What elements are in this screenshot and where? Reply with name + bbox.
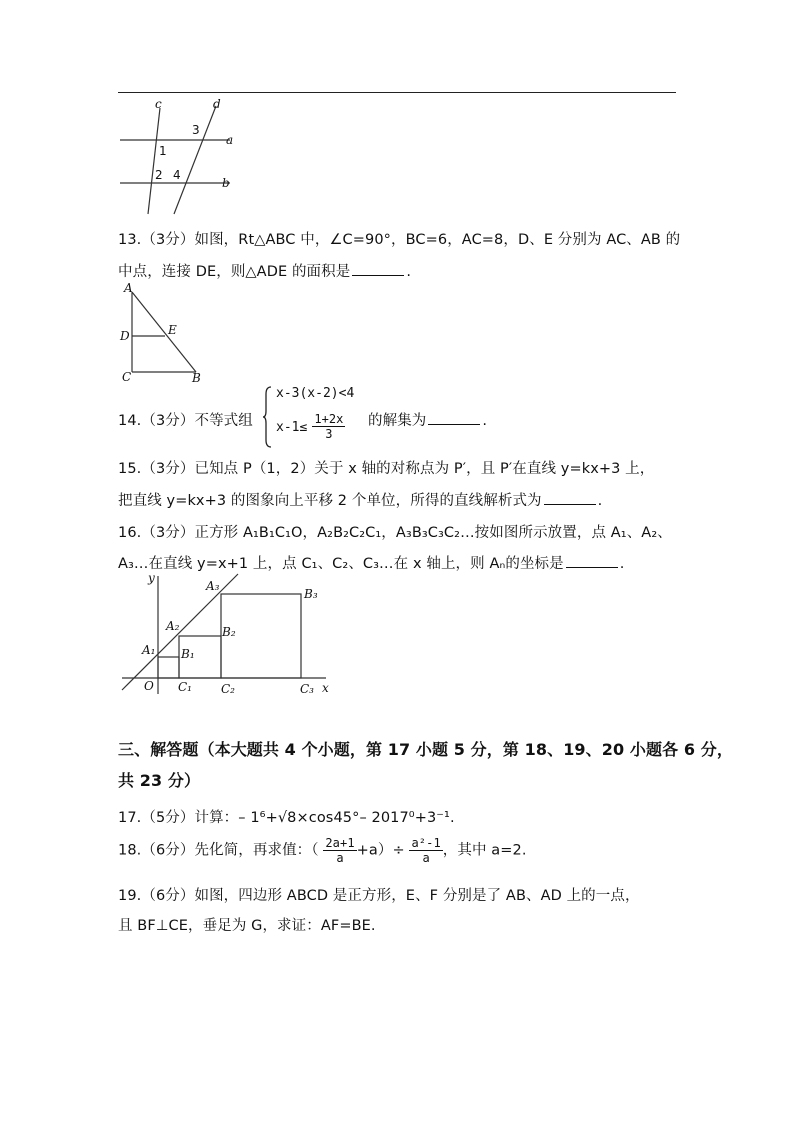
label-A1: A₁	[142, 643, 156, 657]
frac-num: 1+2x	[314, 412, 344, 426]
label-C1: C₁	[178, 680, 192, 694]
q15-end: .	[597, 493, 603, 509]
label-O: O	[144, 679, 154, 693]
fraction-2	[409, 836, 442, 865]
label-B2: B₂	[222, 625, 236, 639]
answer-blank	[428, 410, 480, 425]
frac1-den: a	[336, 851, 344, 865]
q14-end: .	[482, 413, 488, 429]
q15-text: 把直线 y=kx+3 的图象向上平移 2 个单位，所得的直线解析式为	[118, 493, 542, 509]
frac2-den: a	[422, 851, 430, 865]
q14-suffix	[368, 409, 487, 430]
q13-end: .	[406, 264, 412, 280]
q16-text: A₃…在直线 y=x+1 上，点 C₁、C₂、C₃…在 x 轴上，则 Aₙ的坐标是	[118, 556, 564, 572]
ineq2-left: x-1≤	[276, 420, 308, 435]
header-rule	[118, 92, 676, 93]
angle-2: 2	[155, 168, 163, 182]
parallel-lines-figure	[118, 96, 248, 216]
label-E: E	[168, 323, 177, 337]
label-A: A	[124, 282, 133, 295]
q19-line1: 19.（6分）如图，四边形 ABCD 是正方形，E、F 分别是了 AB、AD 上的一点，	[118, 888, 640, 904]
label-D: D	[120, 329, 130, 343]
q14-prefix: 14.（3分）不等式组	[118, 413, 253, 429]
section-heading-line1: 三、解答题（本大题共 4 个小题，第 17 小题 5 分，第 18、19、20 小题各 6 分，	[118, 740, 733, 759]
q16-line1: 16.（3分）正方形 A₁B₁C₁O，A₂B₂C₂C₁，A₃B₃C₃C₂…按如图所示放置，点 A₁、A₂、	[118, 525, 672, 541]
answer-blank	[352, 261, 404, 276]
label-b: b	[222, 176, 230, 190]
squares-figure	[118, 570, 338, 700]
label-B3: B₃	[304, 587, 318, 601]
label-C: C	[122, 370, 132, 384]
label-C3: C₃	[300, 682, 314, 696]
frac1-num: 2a+1	[325, 836, 355, 850]
answer-blank	[544, 490, 596, 505]
q13-line1: 13.（3分）如图，Rt△ABC 中，∠C=90°，BC=6，AC=8，D、E 分别为 AC、AB 的	[118, 232, 681, 248]
label-A2: A₂	[166, 619, 180, 633]
q15-line1: 15.（3分）已知点 P（1，2）关于 x 轴的对称点为 P′，且 P′在直线 y=kx+3 上，	[118, 461, 655, 477]
q14-suffix-text: 的解集为	[368, 413, 427, 429]
q18-prefix: 18.（6分）先化简，再求值：（	[118, 842, 319, 859]
inequality-2	[276, 412, 345, 441]
q18	[118, 836, 527, 865]
q17: 17.（5分）计算：– 1⁶+√8×cos45°– 2017⁰+3⁻¹.	[118, 810, 455, 826]
angle-4: 4	[173, 168, 181, 182]
section-heading-line2: 共 23 分）	[118, 771, 201, 790]
fraction	[312, 412, 345, 441]
axis-y-label: y	[148, 571, 155, 585]
label-a: a	[226, 133, 234, 147]
inequality-1: x-3(x-2)<4	[276, 386, 355, 401]
label-B: B	[192, 371, 201, 385]
q15-line2	[118, 489, 602, 510]
label-A3: A₃	[206, 579, 220, 593]
label-d: d	[213, 97, 221, 111]
frac-den: 3	[325, 427, 333, 441]
q18-suffix: ，其中 a=2.	[442, 842, 527, 859]
q18-mid: +a）÷	[356, 842, 405, 859]
triangle-figure	[118, 282, 213, 387]
label-C2: C₂	[221, 682, 235, 696]
label-B1: B₁	[181, 647, 195, 661]
angle-3: 3	[192, 123, 200, 137]
q13-line2	[118, 260, 411, 281]
angle-1: 1	[159, 144, 167, 158]
fraction-1	[323, 836, 356, 865]
axis-x-label: x	[322, 681, 329, 695]
label-c: c	[155, 97, 162, 111]
q13-text: 中点，连接 DE，则△ADE 的面积是	[118, 264, 351, 280]
brace-icon	[262, 386, 272, 448]
answer-blank	[566, 553, 618, 568]
q19-line2: 且 BF⊥CE，垂足为 G，求证：AF=BE.	[118, 918, 376, 934]
q16-end: .	[619, 556, 625, 572]
frac2-num: a²-1	[411, 836, 441, 850]
